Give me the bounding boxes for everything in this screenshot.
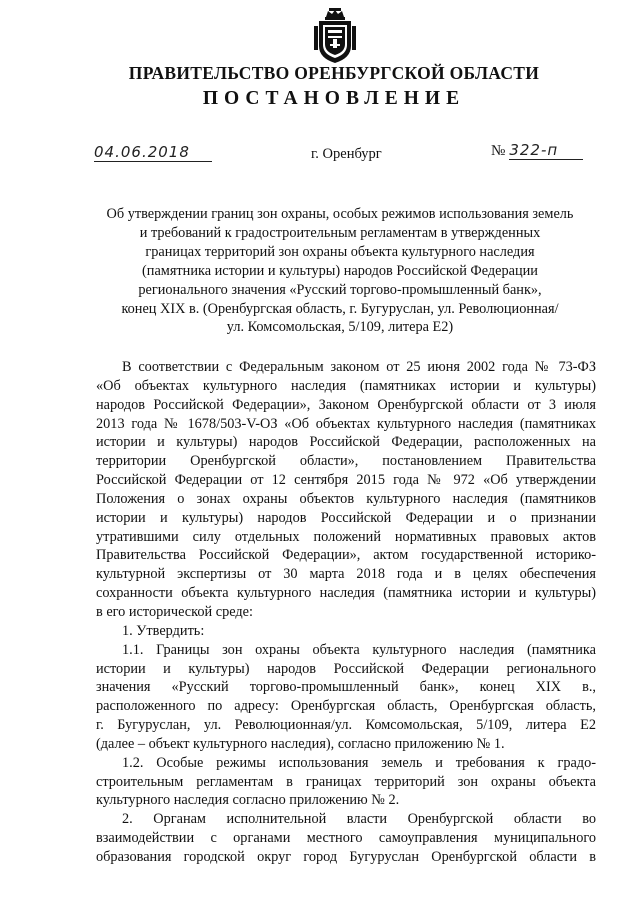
body-line: культурной экспертизы от 30 марта 2018 года и в целях обеспечения xyxy=(96,566,596,583)
heading-line: границах территорий зон охраны объекта культурного наследия xyxy=(145,243,535,260)
document-number-value: 322-п xyxy=(509,141,583,160)
document-city: г. Оренбург xyxy=(311,146,382,162)
body-line: взаимодействии с органами местного самоуправления муниципального xyxy=(96,830,596,847)
body-line: в его исторической среде: xyxy=(96,603,253,620)
body-line: Правительства Российской Федерации», актом государственной историко- xyxy=(96,547,596,564)
number-sign: № xyxy=(491,143,506,159)
body-line: территории Оренбургской области», постановлением Правительства xyxy=(96,453,596,470)
heading-line: Об утверждении границ зон охраны, особых режимов использования земель xyxy=(106,206,574,222)
body-line: истории и культуры) народов Российской Федерации, расположенных на xyxy=(96,434,596,451)
body-line: истории и культуры) народов Российской Федерации регионального xyxy=(96,660,596,677)
body-line: «Об объектах культурного наследия (памятниках истории и культуры) xyxy=(96,377,596,394)
body-line: 1. Утвердить: xyxy=(122,622,205,639)
heading-line: регионального значения «Русский торгово-промышленный банк», xyxy=(138,281,542,298)
body-line: культурного наследия согласно приложению № 2. xyxy=(96,792,400,809)
document-heading xyxy=(98,205,582,337)
body-line: образования городской округ город Бугуруслан Оренбургской области в xyxy=(96,848,596,865)
body-line: 2013 года № 1678/503-V-ОЗ «Об объектах культурного наследия (памятниках xyxy=(96,415,596,432)
body-line: 1.2. Особые режимы использования земель и требования к градо- xyxy=(122,754,596,771)
body-line: 2. Органам исполнительной власти Оренбургской области во xyxy=(122,811,596,828)
government-title: ПРАВИТЕЛЬСТВО ОРЕНБУРГСКОЙ ОБЛАСТИ xyxy=(128,63,540,83)
document-date: 04.06.2018 xyxy=(94,143,212,162)
body-line: строительным регламентам в границах территорий зон охраны объекта xyxy=(96,773,596,790)
document-type-title: ПОСТАНОВЛЕНИЕ xyxy=(202,88,466,109)
document-number xyxy=(491,141,583,160)
coat-of-arms-emblem xyxy=(313,8,357,64)
body-line: Российской Федерации от 12 сентября 2015 года № 972 «Об утверждении xyxy=(96,472,596,489)
body-line: сохранности объекта культурного наследия (памятника истории и культуры) xyxy=(96,585,596,602)
body-line: г. Бугуруслан, ул. Революционная/ул. Комсомольская, 5/109, литера Е2 xyxy=(96,717,596,734)
body-line: значения «Русский торгово-промышленный банк», конец XIX в., xyxy=(96,679,596,696)
body-line: истории и культуры) народов Российской Федерации и о признании xyxy=(96,509,596,526)
heading-line: и требований к градостроительным регламентам в утвержденных xyxy=(139,224,541,241)
body-line: 1.1. Границы зон охраны объекта культурного наследия (памятника xyxy=(122,641,596,658)
body-line: В соответствии с Федеральным законом от 25 июня 2002 года № 73-ФЗ xyxy=(122,359,596,375)
body-line: (далее – объект культурного наследия), согласно приложению № 1. xyxy=(96,735,505,752)
document-body xyxy=(96,358,596,867)
heading-line: ул. Комсомольская, 5/109, литера Е2) xyxy=(226,319,454,336)
body-line: расположенного по адресу: Оренбургская область, Оренбургская область, xyxy=(96,698,596,715)
body-line: утратившими силу отдельных положений нормативных правовых актов xyxy=(96,528,596,545)
heading-line: конец XIX в. (Оренбургская область, г. Бугуруслан, ул. Революционная/ xyxy=(121,300,559,317)
body-line: народов Российской Федерации», Законом Оренбургской области от 3 июля xyxy=(96,396,596,413)
heading-line: (памятника истории и культуры) народов Российской Федерации xyxy=(142,262,538,279)
body-line: Положения о зонах охраны объектов культурного наследия (памятников xyxy=(96,490,596,507)
